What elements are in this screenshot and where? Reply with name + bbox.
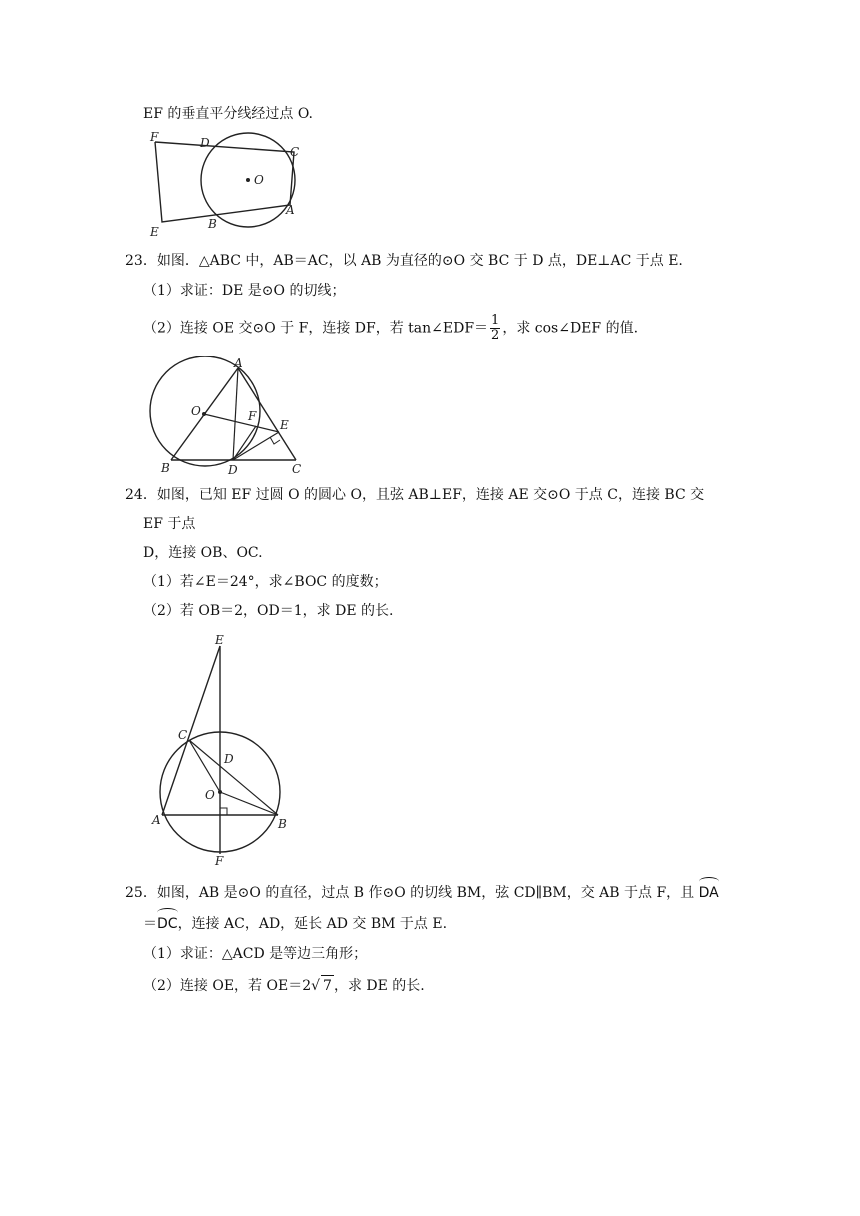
fig22-center-dot [246, 178, 250, 182]
q25-arc-DC: DC [157, 916, 178, 932]
q25-part2-after: ，求 DE 的长. [333, 978, 425, 994]
sqrt-icon: √ [311, 978, 321, 994]
fig23-label-B: B [161, 461, 170, 475]
fig23-label-D: D [228, 463, 238, 476]
fig23-segment-AD [233, 368, 238, 460]
fig23-label-C: C [292, 462, 302, 476]
fig24-label-E: E [215, 633, 224, 647]
figure-q24 [148, 632, 298, 868]
figure-q23 [146, 356, 312, 476]
fig24-label-B: B [278, 817, 287, 831]
fig22-label-O: O [254, 173, 264, 187]
q25-stem-line1 [125, 883, 719, 903]
fig23-circle [150, 356, 260, 466]
fig23-segment-DE [233, 432, 279, 460]
fig23-label-A: A [234, 356, 243, 370]
fig22-polygon [155, 142, 294, 222]
fig22-label-D: D [200, 136, 210, 150]
fig23-label-O: O [191, 404, 201, 418]
fig24-right-angle [220, 808, 227, 815]
q23-fraction-num: 1 [491, 313, 500, 328]
q22-tail-text: EF 的垂直平分线经过点 O. [143, 106, 313, 122]
q25-part2-before: （2）连接 OE，若 OE＝2 [143, 978, 312, 994]
q25-stem-equals: ＝ [143, 916, 157, 932]
q23-fraction-den: 2 [491, 328, 500, 343]
q24-stem-line3: D，连接 OB、OC. [143, 545, 263, 561]
fig24-label-D: D [224, 752, 234, 766]
fig22-label-A: A [286, 203, 295, 217]
q25-radicand: 7 [321, 975, 334, 996]
fig22-label-E: E [150, 225, 159, 239]
q24-part2: （2）若 OB＝2，OD＝1，求 DE 的长. [143, 603, 394, 619]
fig22-label-B: B [208, 217, 217, 231]
fig23-center-dot [202, 412, 206, 416]
q24-part1: （1）若∠E＝24°，求∠BOC 的度数； [143, 574, 388, 590]
fig23-segment-OE [204, 414, 279, 432]
q23-part2 [143, 314, 638, 343]
q23-part2-before: （2）连接 OE 交⊙O 于 F，连接 DF，若 tan∠EDF＝ [143, 320, 489, 337]
fig23-label-F: F [248, 409, 257, 423]
fig24-segment-CO [189, 740, 220, 792]
fig24-label-O: O [205, 788, 215, 802]
fig24-segment-OB [220, 792, 278, 815]
fig22-label-F: F [150, 130, 159, 144]
q25-stem-after: ，连接 AC，AD，延长 AD 交 BM 于点 E. [177, 916, 448, 932]
fig23-right-angle [270, 437, 280, 444]
fig23-label-E: E [280, 418, 289, 432]
q25-part1: （1）求证：△ACD 是等边三角形； [143, 946, 368, 962]
fig24-label-A: A [152, 813, 161, 827]
fig24-label-F: F [215, 854, 224, 868]
fig23-segment-DF [233, 426, 256, 460]
q24-stem-line1: 24．如图，已知 EF 过圆 O 的圆心 O，且弦 AB⊥EF，连接 AE 交⊙O 于点 C，连接 BC 交 [125, 487, 705, 503]
fig22-label-C: C [290, 145, 300, 159]
q25-part2 [143, 975, 425, 996]
q23-part2-after: ，求 cos∠DEF 的值. [502, 320, 639, 337]
q23-fraction [490, 314, 500, 343]
q24-stem-line2: EF 于点 [143, 516, 196, 532]
fig24-center-dot [218, 790, 222, 794]
q23-stem: 23．如图．△ABC 中，AB＝AC，以 AB 为直径的⊙O 交 BC 于 D 点，DE⊥AC 于点 E. [125, 253, 683, 269]
q25-stem-line2 [143, 914, 447, 934]
q23-part1: （1）求证：DE 是⊙O 的切线； [143, 283, 346, 299]
q25-stem-before: 25．如图，AB 是⊙O 的直径，过点 B 作⊙O 的切线 BM，弦 CD∥BM，交 AB 于点 F，且 [125, 885, 695, 901]
q25-arc-DA: DA [698, 885, 719, 901]
fig24-label-C: C [178, 728, 188, 742]
figure-q22 [140, 128, 320, 244]
